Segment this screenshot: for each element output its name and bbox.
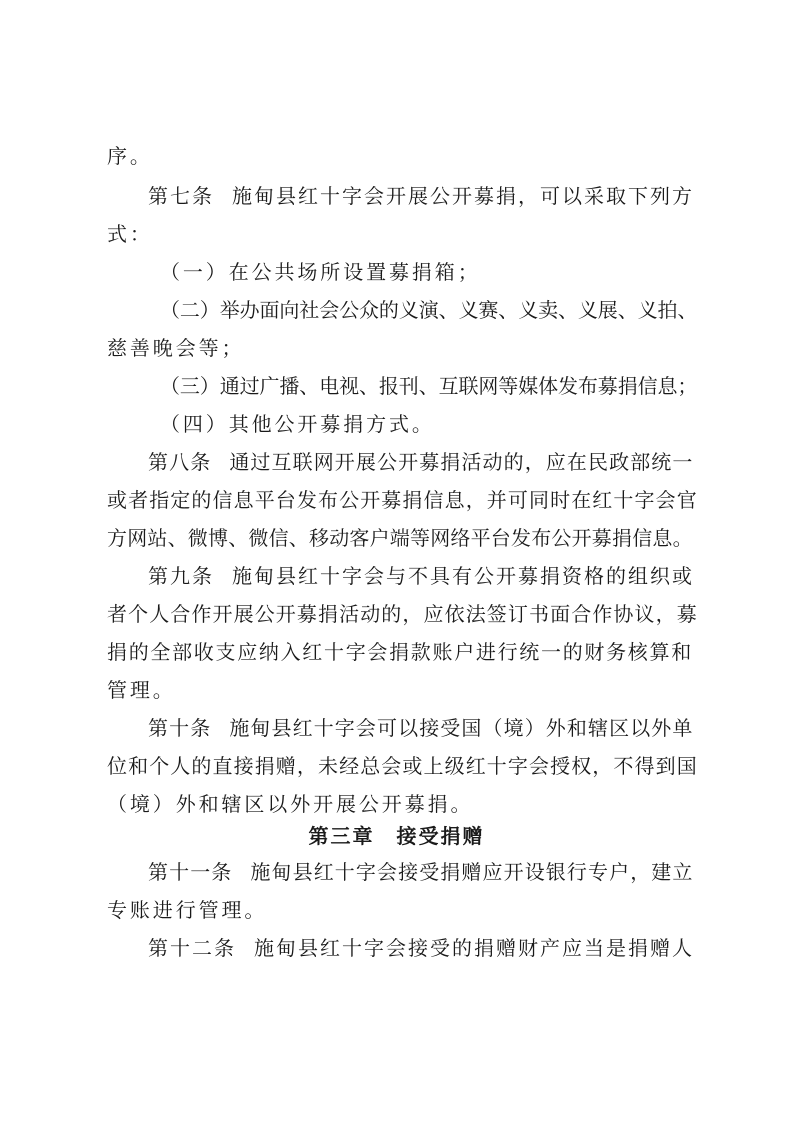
article-12-label: 第十二条 <box>148 936 236 960</box>
text-line: 或者指定的信息平台发布公开募捐信息，并可同时在红十字会官 <box>107 488 698 512</box>
text-line: 捐的全部收支应纳入红十字会捐款账户进行统一的财务核算和 <box>107 640 693 664</box>
text-line: 序。 <box>107 144 153 168</box>
text-line: 慈善晚会等； <box>107 336 245 360</box>
text-line: 式： <box>107 222 153 246</box>
article-7-label: 第七条 <box>148 184 214 208</box>
article-9-line-1 <box>148 564 694 588</box>
article-10-text: 施甸县红十字会可以接受国（境）外和辖区以外单 <box>229 716 694 740</box>
text-line: 位和个人的直接捐赠，未经总会或上级红十字会授权，不得到国 <box>107 754 698 778</box>
article-10-line-1 <box>148 716 694 740</box>
article-7-text: 施甸县红十字会开展公开募捐，可以采取下列方 <box>232 184 694 208</box>
article-11-text: 施甸县红十字会接受捐赠应开设银行专户，建立 <box>250 860 694 884</box>
article-12-text: 施甸县红十字会接受的捐赠财产应当是捐赠人 <box>254 936 694 960</box>
article-12-line-1 <box>148 936 694 960</box>
article-8-text: 通过互联网开展公开募捐活动的，应在民政部统一 <box>229 450 694 474</box>
article-11-label: 第十一条 <box>148 860 233 884</box>
text-line: 专账进行管理。 <box>107 898 268 922</box>
article-11-line-1 <box>148 860 694 884</box>
article-8-label: 第八条 <box>148 450 212 474</box>
list-item-1: （一）在公共场所设置募捐箱； <box>160 260 481 284</box>
text-line: （境）外和辖区以外开展公开募捐。 <box>107 792 474 816</box>
article-9-text: 施甸县红十字会与不具有公开募捐资格的组织或 <box>232 564 694 588</box>
article-9-label: 第九条 <box>148 564 214 588</box>
chapter-3-heading: 第三章 接受捐赠 <box>308 824 485 848</box>
list-item-3: （三）通过广播、电视、报刊、互联网等媒体发布募捐信息； <box>160 374 698 398</box>
text-line: 者个人合作开展公开募捐活动的，应依法签订书面合作协议，募 <box>107 602 698 626</box>
list-item-2: （二）举办面向社会公众的义演、义赛、义卖、义展、义拍、 <box>160 298 698 322</box>
article-8-line-1 <box>148 450 694 474</box>
list-item-4: （四）其他公开募捐方式。 <box>160 412 435 436</box>
article-7-line-1 <box>148 184 694 208</box>
article-10-label: 第十条 <box>148 716 212 740</box>
text-line: 方网站、微博、微信、移动客户端等网络平台发布公开募捐信息。 <box>107 526 693 550</box>
text-line: 管理。 <box>107 678 176 702</box>
